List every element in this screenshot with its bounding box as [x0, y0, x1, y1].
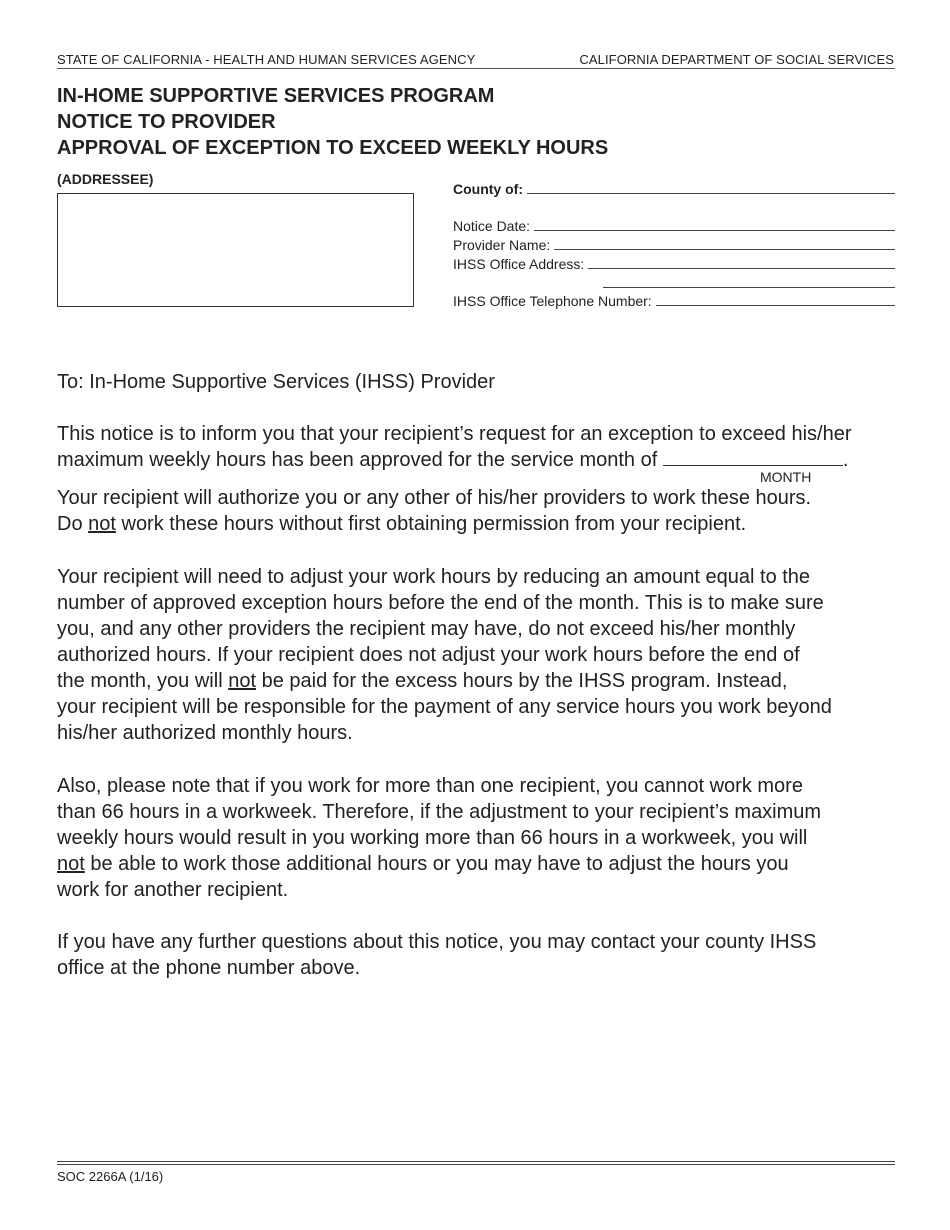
office-address-line-2[interactable] [603, 287, 895, 288]
p1-line-1: This notice is to inform you that your recipient’s request for an exception to exceed his/her [57, 423, 852, 445]
office-address-line[interactable] [588, 267, 895, 269]
paragraph-contact: If you have any further questions about this notice, you may contact your county IHSS office at the phone number above. [57, 931, 817, 979]
county-label: County of: [453, 181, 523, 197]
salutation: To: In-Home Supportive Services (IHSS) Provider [57, 371, 495, 393]
title-line-approval: APPROVAL OF EXCEPTION TO EXCEED WEEKLY HOURS [57, 137, 609, 159]
addressee-box [57, 193, 414, 307]
notice-date-field[interactable] [453, 218, 895, 234]
form-title [57, 83, 608, 161]
notice-date-label: Notice Date: [453, 218, 531, 234]
office-phone-line[interactable] [656, 304, 895, 306]
p2-line-1: Your recipient will authorize you or any other of his/her providers to work these hours. [57, 487, 812, 509]
month-blank[interactable] [663, 447, 843, 466]
provider-name-field[interactable] [453, 237, 895, 253]
paragraph-adjust-hours: Your recipient will need to adjust your work hours by reducing an amount equal to the number of approved exception hours before the end of the month. This is to make sure you, and any other providers the recipient may have, do not exceed his/her monthly authorized hours. If your recipient does not adjust your work hours before the end of the month, you will not be paid for the excess hours by the IHSS program. Instead, your recipient will be responsible for the payment of any service hours you work beyond his/her authorized monthly hours. [57, 566, 832, 744]
office-address-field[interactable] [453, 256, 895, 272]
p2-line-2: Do not work these hours without first obtaining permission from your recipient. [57, 513, 747, 535]
p1-line-2: maximum weekly hours has been approved for the service month of . [57, 449, 849, 471]
agency-name: STATE OF CALIFORNIA - HEALTH AND HUMAN SERVICES AGENCY [57, 52, 476, 67]
provider-name-line[interactable] [554, 248, 895, 250]
office-phone-label: IHSS Office Telephone Number: [453, 293, 652, 309]
paragraph-approval [57, 421, 907, 473]
paragraph-workweek-limit: Also, please note that if you work for more than one recipient, you cannot work more than 66 hours in a workweek. Therefore, if the adjustment to your recipient’s maximum weekly hours would result in you working more than 66 hours in a workweek, you will not be able to work those additional hours or you may have to adjust the hours you work for another recipient. [57, 775, 822, 901]
office-phone-field[interactable] [453, 293, 895, 309]
paragraph-authorize [57, 485, 907, 537]
form-id: SOC 2266A (1/16) [57, 1169, 164, 1184]
footer-rule-2 [57, 1164, 895, 1165]
addressee-label: (ADDRESSEE) [57, 171, 154, 187]
title-line-program: IN-HOME SUPPORTIVE SERVICES PROGRAM [57, 85, 495, 107]
department-name: CALIFORNIA DEPARTMENT OF SOCIAL SERVICES [579, 52, 894, 67]
footer-rule [57, 1161, 895, 1162]
header-rule [57, 68, 895, 69]
office-address-label: IHSS Office Address: [453, 256, 585, 272]
month-caption: MONTH [760, 469, 812, 485]
county-line[interactable] [527, 192, 895, 194]
provider-name-label: Provider Name: [453, 237, 551, 253]
title-line-notice: NOTICE TO PROVIDER [57, 111, 276, 133]
notice-date-line[interactable] [534, 229, 895, 231]
county-field[interactable] [453, 181, 895, 197]
